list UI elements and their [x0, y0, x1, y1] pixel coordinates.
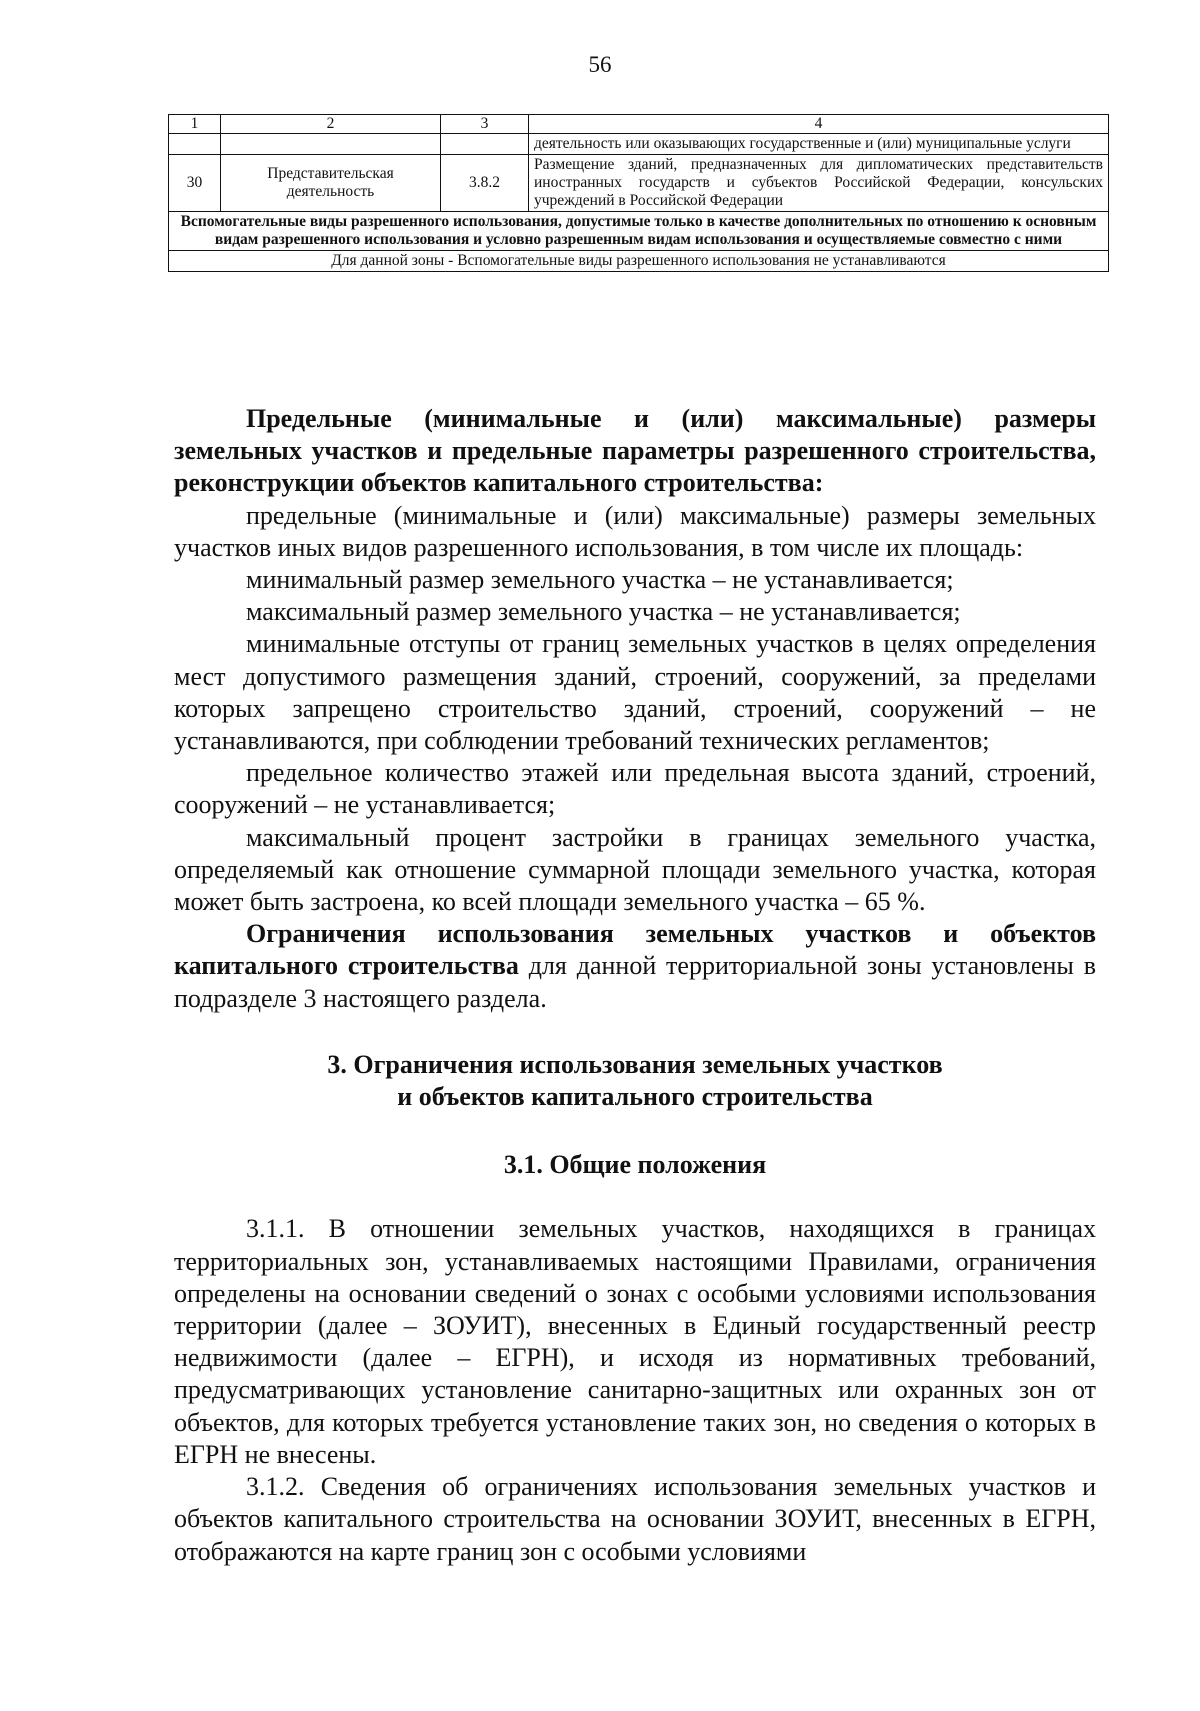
- paragraph: минимальные отступы от границ земельных участков в целях определения мест допустимого размещения зданий, строений, сооружений, за пределами которых запрещено строительство зданий, строений, сооружений – не устанавливаются, при соблюдении требований технических регламентов;: [174, 629, 1096, 756]
- paragraph: предельное количество этажей или предельная высота зданий, строений, сооружений – не устанавливается;: [174, 758, 1096, 820]
- paragraph-3-1-2: 3.1.2. Сведения об ограничениях использования земельных участков и объектов капитального строительства на основании ЗОУИТ, внесенных в ЕГРН, отображаются на карте границ зон с особыми условиями: [174, 1472, 1096, 1566]
- subsection-title: 3.1. Общие положения: [503, 1150, 767, 1180]
- table-row: [169, 251, 1109, 272]
- table-header-cell: 4: [529, 115, 1109, 134]
- paragraph: минимальный размер земельного участка – не устанавливается;: [246, 565, 954, 595]
- use-description-cell: деятельность или оказывающих государственные и (или) муниципальные услуги: [529, 134, 1109, 155]
- use-code-cell: [441, 134, 529, 155]
- use-code-cell: 3.8.2: [441, 155, 529, 212]
- restrictions-bold-text: Ограничения использования земельных участков и объектов капитального строительства: [174, 919, 1096, 981]
- table-row: [169, 212, 1109, 251]
- use-type-cell: Представительская деятельность: [221, 155, 441, 212]
- paragraph: максимальный размер земельного участка – не устанавливается;: [246, 597, 961, 627]
- table-header-row: [169, 115, 1109, 134]
- document-body: [174, 403, 1096, 1568]
- limits-heading: Предельные (минимальные и (или) максимальные) размеры земельных участков и предельные параметры разрешенного строительства, реконструкции объектов капитального строительства:: [174, 404, 1096, 498]
- paragraph: предельные (минимальные и (или) максимальные) размеры земельных участков иных видов разрешенного использования, в том числе их площадь:: [174, 500, 1096, 562]
- auxiliary-uses-heading: Вспомогательные виды разрешенного использования, допустимые только в качестве дополнительных по отношению к основным видам разрешенного использования и условно разрешенным видам использования и осуществляемые совместно с ними: [169, 212, 1109, 251]
- restrictions-paragraph: [174, 918, 1096, 1015]
- section-title-line-2: и объектов капитального строительства: [397, 1082, 873, 1112]
- table-header-cell: 1: [169, 115, 221, 134]
- auxiliary-uses-note: Для данной зоны - Вспомогательные виды разрешенного использования не устанавливаются: [169, 251, 1109, 272]
- section-title: [174, 1049, 1096, 1113]
- restrictions-text: для данной территориальной зоны установлены в подразделе 3 настоящего раздела.: [174, 951, 1096, 1013]
- page-number: 56: [588, 52, 612, 77]
- row-number-cell: 30: [169, 155, 221, 212]
- table-header-cell: 3: [441, 115, 529, 134]
- use-type-cell: [221, 134, 441, 155]
- table-row: [169, 134, 1109, 155]
- paragraph: максимальный процент застройки в границах земельного участка, определяемый как отношение суммарной площади земельного участка, которая может быть застроена, ко всей площади земельного участка – 65 %.: [174, 822, 1096, 917]
- section-title-line-1: 3. Ограничения использования земельных участков: [327, 1049, 943, 1079]
- use-description-cell: Размещение зданий, предназначенных для дипломатических представительств иностранных государств и субъектов Российской Федерации, консульских учреждений в Российской Федерации: [529, 155, 1109, 212]
- permitted-use-table: [168, 114, 1109, 272]
- table-row: [169, 155, 1109, 212]
- paragraph-3-1-1: 3.1.1. В отношении земельных участков, находящихся в границах территориальных зон, устанавливаемых настоящими Правилами, ограничения определены на основании сведений о зонах с особыми условиями использования территории (далее – ЗОУИТ), внесенных в Единый государственный реестр недвижимости (далее – ЕГРН), и исходя из нормативных требований, предусматривающих установление санитарно-защитных или охранных зон от объектов, для которых требуется установление таких зон, но сведения о которых в ЕГРН не внесены.: [174, 1214, 1096, 1469]
- row-number-cell: [169, 134, 221, 155]
- table-header-cell: 2: [221, 115, 441, 134]
